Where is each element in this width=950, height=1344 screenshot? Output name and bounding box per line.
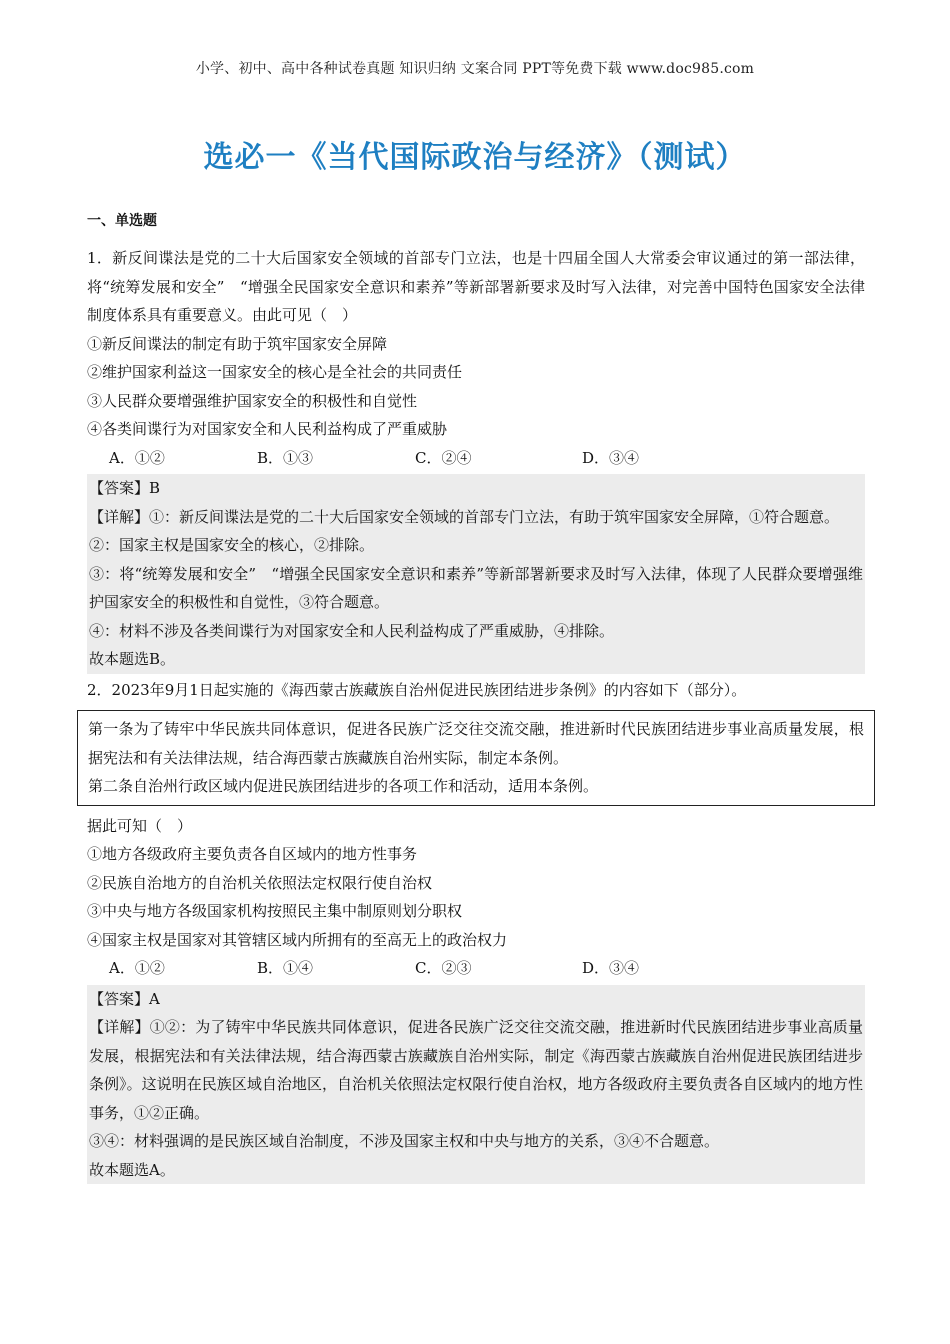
answer-label: 【答案】B (89, 479, 161, 497)
answer-block (87, 985, 865, 1185)
choice-item: ②维护国家利益这一国家安全的核心是全社会的共同责任 (87, 363, 463, 381)
option-a[interactable]: A．①② (109, 448, 165, 467)
explanation-line: ④：材料不涉及各类间谍行为对国家安全和人民利益构成了严重威胁，④排除。 (89, 621, 615, 640)
explanation-line: 故本题选A。 (89, 1160, 175, 1179)
option-c[interactable]: C．②④ (415, 448, 472, 467)
explanation-line: 【详解】①②：为了铸牢中华民族共同体意识，促进各民族广泛交往交流交融，推进新时代民族团结进步事业高质量发展，根据宪法和有关法律法规，结合海西蒙古族藏族自治州实际，制定《海西蒙古族藏族自治州促进民族团结进步条例》。这说明在民族区域自治地区，自治机关依照法定权限行使自治权，地方各级政府主要负责各自区域内的地方性事务，①②正确。 (89, 1018, 863, 1122)
document-body (87, 210, 865, 1184)
question-stem: 2．2023年9月1日起实施的《海西蒙古族藏族自治州促进民族团结进步条例》的内容如下（部分）。 (87, 680, 747, 699)
explanation-line: 【详解】①：新反间谍法是党的二十大后国家安全领域的首部专门立法，有助于筑牢国家安全屏障，①符合题意。 (89, 507, 840, 526)
question-1 (87, 244, 865, 674)
question-2 (87, 676, 865, 1185)
section-heading: 一、单选题 (87, 213, 157, 229)
answer-options (87, 954, 865, 983)
answer-block (87, 474, 865, 674)
choice-item: ④各类间谍行为对国家安全和人民利益构成了严重威胁 (87, 420, 448, 438)
explanation-line: ③：将“统筹发展和安全” “增强全民国家安全意识和素养”等新部署新要求及时写入法律，体现了人民群众要增强维护国家安全的积极性和自觉性，③符合题意。 (89, 564, 863, 611)
choice-item: ④国家主权是国家对其管辖区域内所拥有的至高无上的政治权力 (87, 930, 508, 949)
option-b[interactable]: B．①③ (257, 448, 314, 467)
explanation-line: ②：国家主权是国家安全的核心，②排除。 (89, 536, 375, 554)
option-d[interactable]: D．③④ (582, 959, 640, 977)
option-c[interactable]: C．②③ (415, 959, 472, 977)
explanation-line: ③④：材料强调的是民族区域自治制度，不涉及国家主权和中央与地方的关系，③④不合题意。 (89, 1132, 720, 1150)
choice-item: ①新反间谍法的制定有助于筑牢国家安全屏障 (87, 334, 388, 353)
choice-item: ③人民群众要增强维护国家安全的积极性和自觉性 (87, 391, 418, 410)
option-b[interactable]: B．①④ (257, 959, 314, 977)
choice-item: ②民族自治地方的自治机关依照法定权限行使自治权 (87, 873, 433, 892)
explanation-line: 故本题选B。 (89, 650, 176, 668)
answer-options (87, 444, 865, 473)
choice-item: ③中央与地方各级国家机构按照民主集中制原则划分职权 (87, 902, 463, 920)
question-stem: 1．新反间谍法是党的二十大后国家安全领域的首部专门立法，也是十四届全国人大常委会审议通过的第一部法律，将“统筹发展和安全” “增强全民国家安全意识和素养”等新部署新要求及时写入法律，对完善中国特色国家安全法律制度体系具有重要意义。由此可见（ ） (87, 249, 865, 324)
answer-label: 【答案】A (89, 989, 160, 1008)
question-prompt: 据此可知（ ） (87, 816, 193, 835)
site-header: 小学、初中、高中各种试卷真题 知识归纳 文案合同 PPT等免费下载 www.doc985.com (195, 61, 755, 77)
material-paragraph: 第一条为了铸牢中华民族共同体意识，促进各民族广泛交往交流交融，推进新时代民族团结进步事业高质量发展，根据宪法和有关法律法规，结合海西蒙古族藏族自治州实际，制定本条例。 (88, 720, 864, 767)
choice-item: ①地方各级政府主要负责各自区域内的地方性事务 (87, 845, 418, 863)
option-d[interactable]: D．③④ (582, 448, 640, 467)
material-paragraph: 第二条自治州行政区域内促进民族团结进步的各项工作和活动，适用本条例。 (88, 777, 599, 795)
page-title: 选必一《当代国际政治与经济》（测试） (203, 140, 747, 175)
option-a[interactable]: A．①② (109, 959, 165, 977)
material-box (77, 710, 875, 806)
